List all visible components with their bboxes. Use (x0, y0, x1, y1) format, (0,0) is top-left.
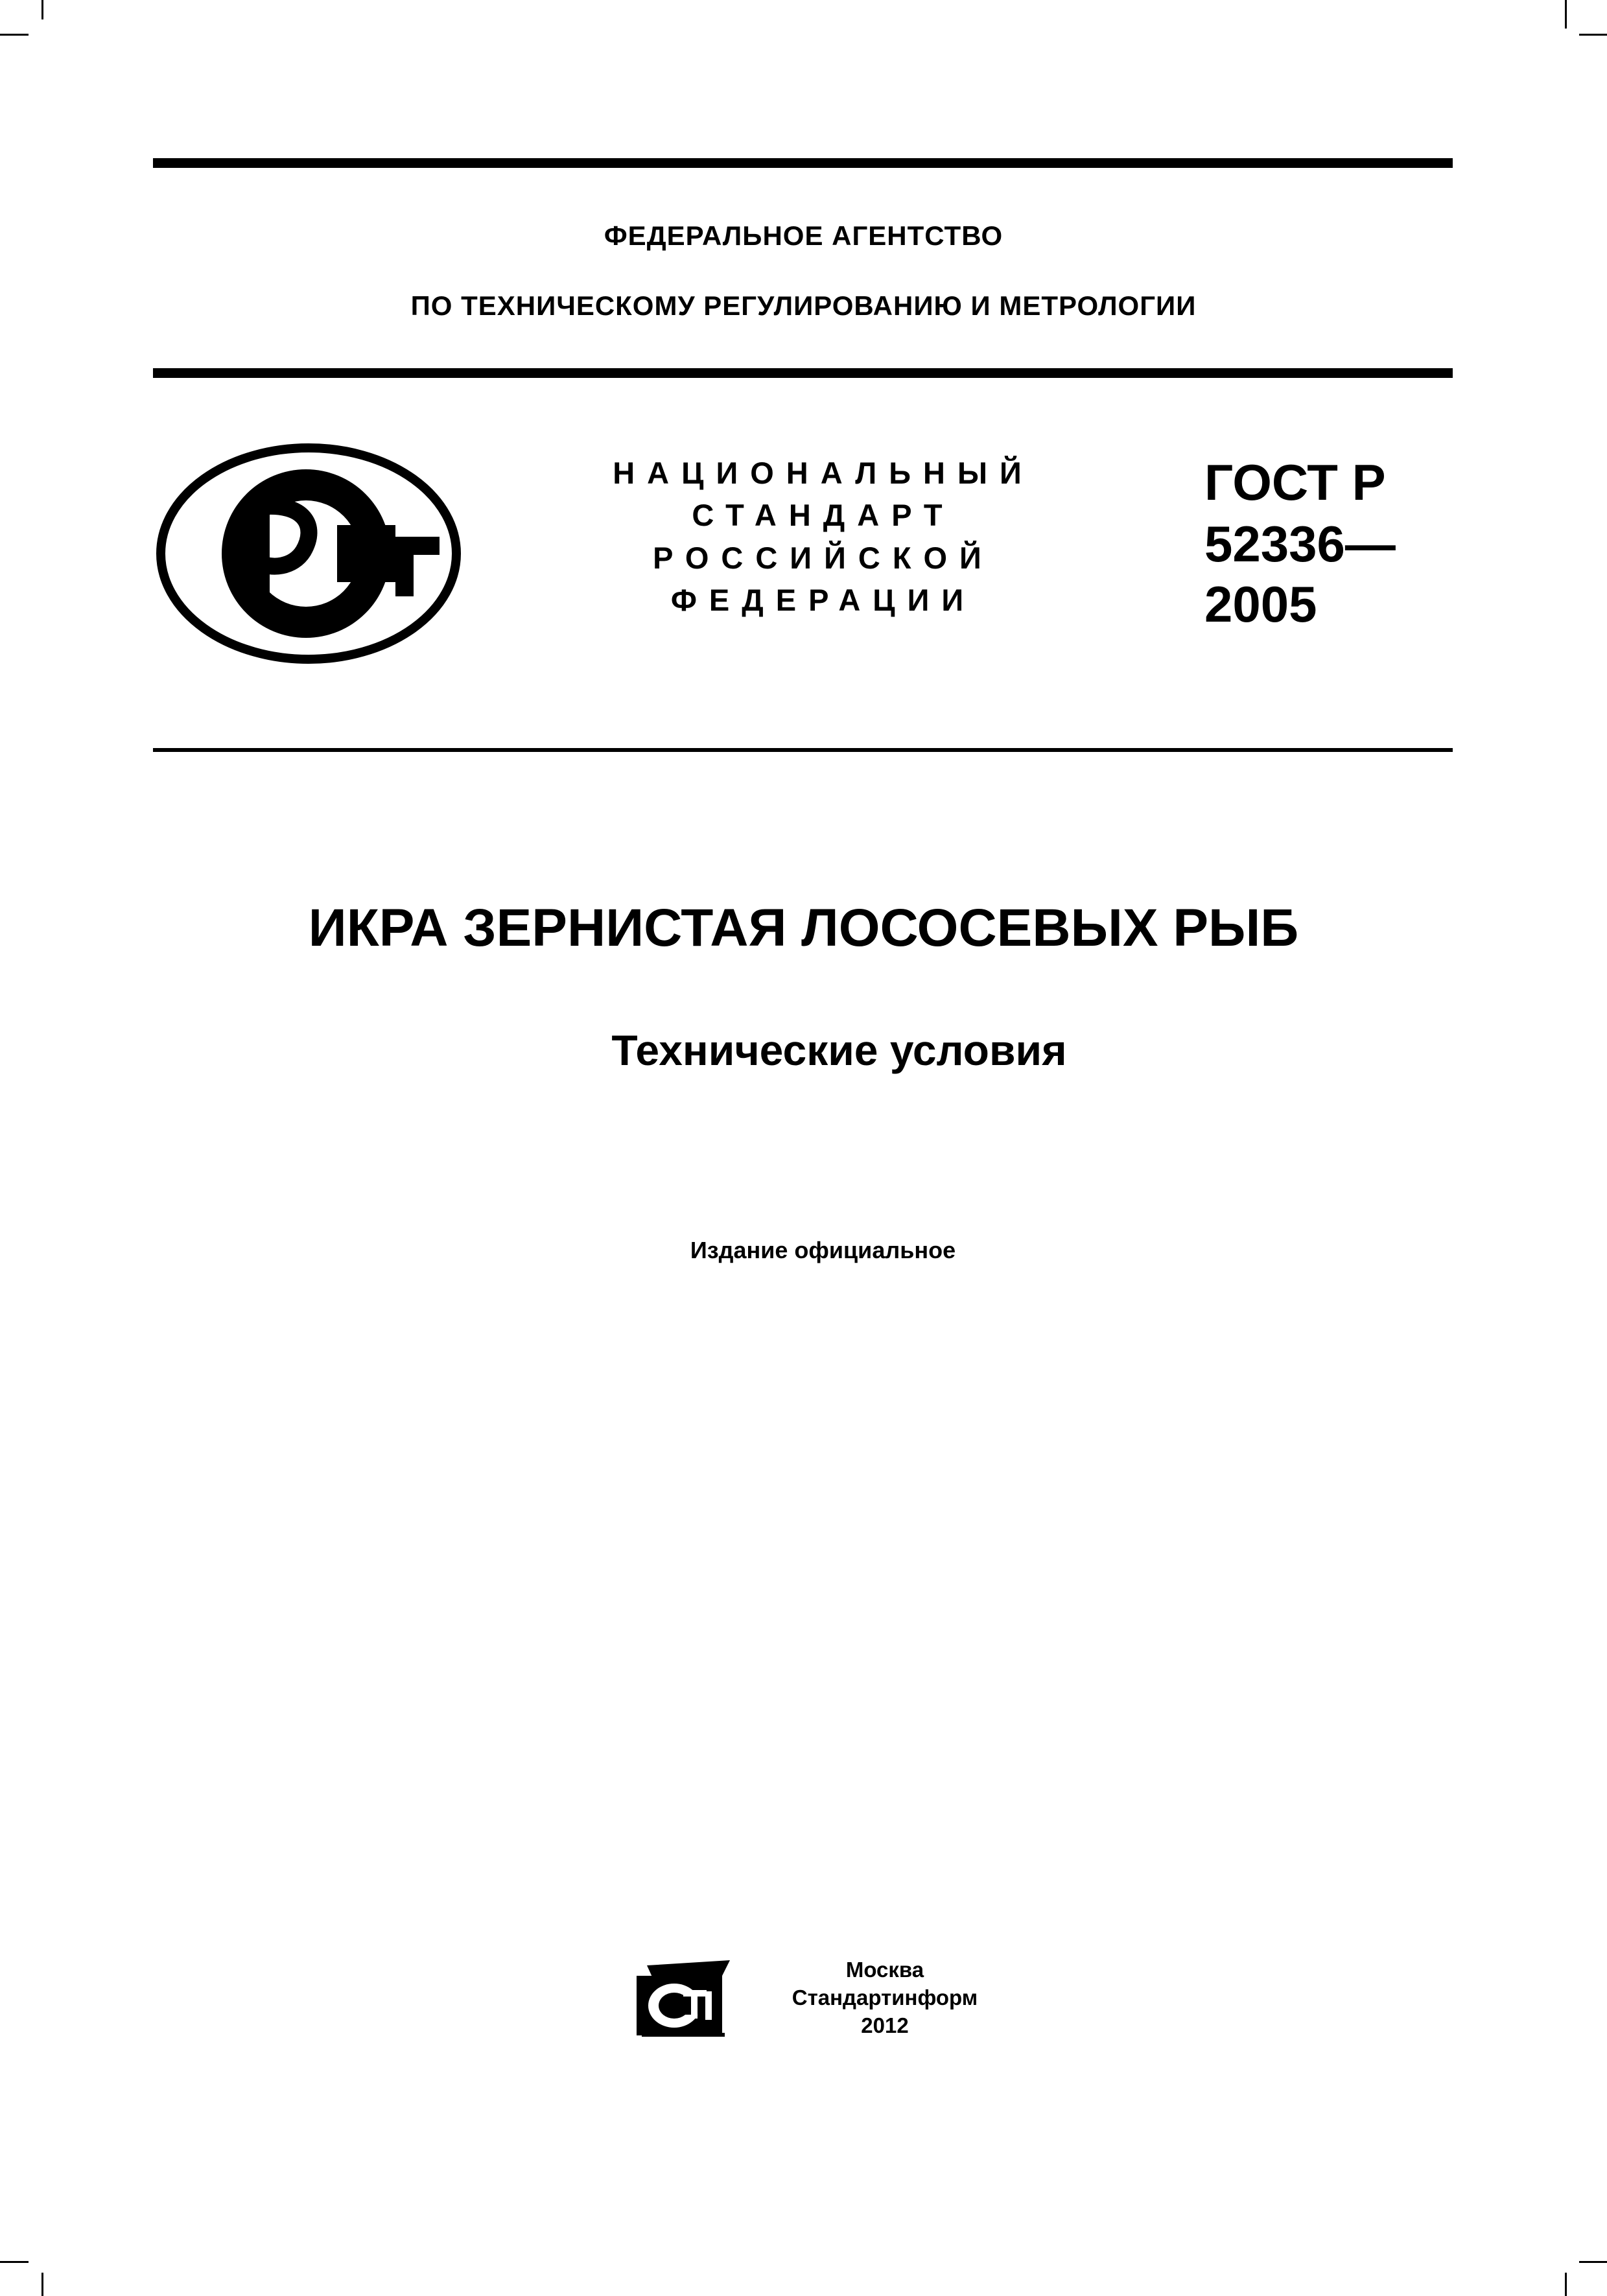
crop-mark-bottom-left-vertical (41, 2273, 43, 2296)
standard-type-line-4: ФЕДЕРАЦИИ (670, 583, 976, 617)
publisher-city: Москва (845, 1958, 924, 1982)
designation-line-3: 2005 (1204, 576, 1317, 633)
crop-mark-top-left-vertical (41, 0, 43, 19)
top-rule (153, 158, 1453, 168)
designation-line-1: ГОСТ Р (1204, 454, 1386, 511)
standartinform-logo-icon (634, 1958, 733, 2039)
document-title: ИКРА ЗЕРНИСТАЯ ЛОСОСЕВЫХ РЫБ (308, 898, 1299, 957)
crop-mark-top-right-horizontal (1579, 34, 1607, 36)
crop-mark-bottom-left-horizontal (0, 2261, 29, 2263)
designation-line-2: 52336— (1204, 515, 1396, 572)
agency-line-1: ФЕДЕРАЛЬНОЕ АГЕНТСТВО (604, 220, 1003, 251)
rst-certification-logo-icon (156, 442, 462, 666)
crop-mark-bottom-right-vertical (1565, 2273, 1567, 2296)
edition-note: Издание официальное (690, 1237, 956, 1263)
agency-line-2: ПО ТЕХНИЧЕСКОМУ РЕГУЛИРОВАНИЮ И МЕТРОЛОГИИ (410, 290, 1197, 321)
standard-type-line-3: РОССИЙСКОЙ (653, 541, 994, 575)
standard-type-line-1: НАЦИОНАЛЬНЫЙ (613, 456, 1034, 490)
publisher-year: 2012 (861, 2013, 909, 2037)
crop-mark-top-left-horizontal (0, 34, 29, 36)
crop-mark-bottom-right-horizontal (1579, 2261, 1607, 2263)
publisher-name: Стандартинформ (792, 1986, 978, 2009)
standard-type-line-2: СТАНДАРТ (692, 498, 955, 532)
header-bottom-rule (153, 368, 1453, 378)
crop-mark-top-right-vertical (1565, 0, 1567, 29)
document-subtitle: Технические условия (611, 1026, 1067, 1074)
masthead-bottom-rule (153, 748, 1453, 752)
